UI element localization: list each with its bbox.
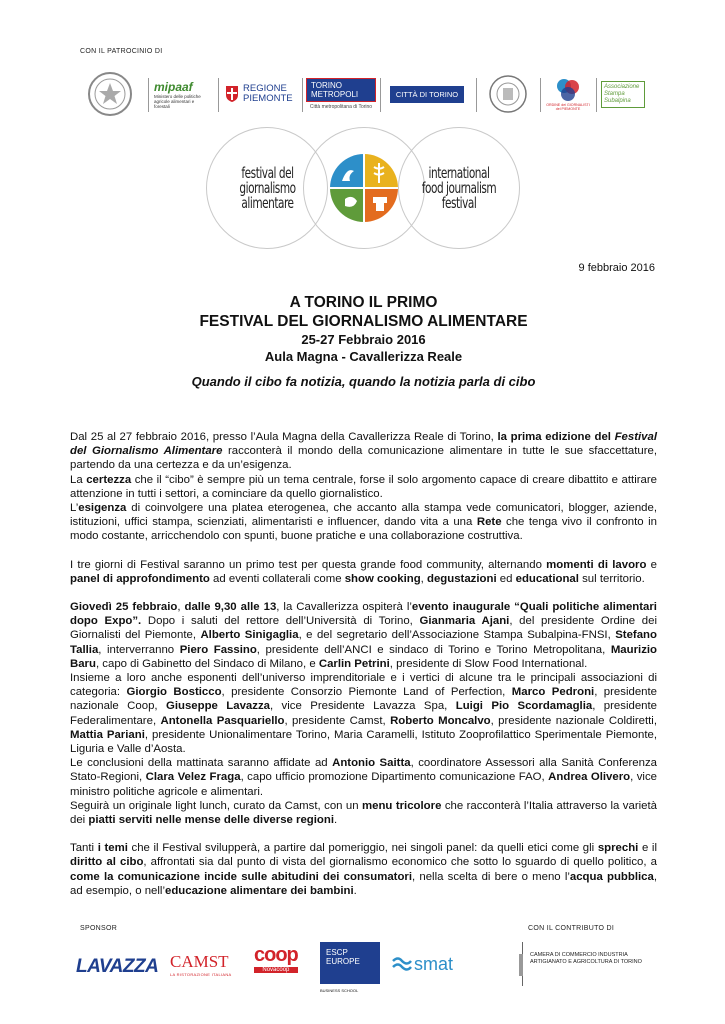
contributo-label: CON IL CONTRIBUTO DI bbox=[528, 925, 615, 932]
camst-logo: CAMST LA RISTORAZIONE ITALIANA bbox=[170, 952, 232, 977]
paragraph: Le conclusioni della mattinata saranno affidate ad Antonio Saitta, coordinatore Assessori alla Sanità Conferenza Stato-Regioni, Clara Velez Fraga, capo ufficio promozione Dipartimento comunicazione FAO, Andrea Olivero, vice ministro politiche agricole e alimentari. bbox=[70, 757, 657, 798]
paragraph: I tre giorni di Festival saranno un primo test per questa grande food community, alternando momenti di lavoro e panel di approfondimento ad eventi collaterali come show cooking, degustazioni ed educational sul territorio. bbox=[70, 558, 657, 585]
paragraph: Seguirà un originale light lunch, curato da Camst, con un menu tricolore che racconterà l’Italia attraverso la varietà dei piatti serviti nelle mense delle diverse regioni. bbox=[70, 799, 657, 827]
title-line-2: FESTIVAL DEL GIORNALISMO ALIMENTARE bbox=[199, 313, 528, 330]
sponsor-label: SPONSOR bbox=[80, 925, 118, 932]
regione-piemonte-logo: REGIONE PIEMONTE bbox=[222, 70, 298, 118]
tagline: Quando il cibo fa notizia, quando la notizia parla di cibo bbox=[191, 374, 536, 389]
paragraph: Tanti i temi che il Festival svilupperà, a partire dal pomeriggio, nei singoli panel: da quelli etici come gli sprechi e il diritto al cibo, affrontati sia dal punto di vista del giornalismo economico che sotto lo sguardo di quello politico, a come la comunicazione incide sulle abitudini dei consumatori, nella scelta di bere o meno l’acqua pubblica, ad esempio, o nell’educazione alimentare dei bambini. bbox=[70, 842, 658, 897]
smat-logo: smat bbox=[392, 954, 453, 975]
citta-torino-logo: CITTÀ DI TORINO bbox=[384, 70, 470, 118]
ordine-emblem-icon bbox=[555, 77, 581, 103]
paragraph: La certezza che il “cibo” è sempre più un tema centrale, forse il solo argomento capace di creare dibattito e attirare attenzione in tutti i settori, a cominciare da quello giornalistico. bbox=[70, 473, 657, 500]
festival-circle-left: festival del giornalismo alimentare bbox=[206, 127, 328, 249]
patronage-logos bbox=[70, 70, 660, 118]
camera-commercio-emblem-icon bbox=[516, 952, 526, 983]
lavazza-logo: LAVAZZA bbox=[76, 956, 159, 977]
title-block bbox=[70, 293, 657, 389]
torino-metropoli-logo: TORINO METROPOLI Città metropolitana di Torino bbox=[306, 70, 376, 118]
title-line-1: A TORINO IL PRIMO bbox=[289, 294, 438, 311]
festival-circle-right: international food journalism festival bbox=[398, 127, 520, 249]
event-venue: Aula Magna - Cavallerizza Reale bbox=[264, 349, 463, 364]
paragraph: Insieme a loro anche esponenti dell’universo imprenditoriale e i vertici di alcune tra le principali associazioni di categoria: Giorgio Bosticco, presidente Consorzio Piemonte Land of Perfection, Marco Pedroni, presidente nazionale Coop, Giuseppe Lavazza, vice Presidente Lavazza Spa, Luigi Pio Scordamaglia, presidente Federalimentare, Antonella Pasquariello, presidente Camst, Roberto Moncalvo, presidente nazionale Coldiretti, Mattia Pariani, presidente Unionalimentare Torino, Maria Caramelli, Istituto Zooprofilattico Sperimentale Piemonte, Liguria e Valle d’Aosta. bbox=[70, 672, 658, 756]
article-body bbox=[70, 430, 657, 898]
camera-commercio-logo: CAMERA DI COMMERCIO INDUSTRIA ARTIGIANATO E AGRICOLTURA DI TORINO bbox=[530, 952, 642, 965]
paragraph: Dal 25 al 27 febbraio 2016, presso l’Aula Magna della Cavallerizza Reale di Torino, la prima edizione del Festival del Giornalismo Alimentare racconterà il mondo della comunicazione alimentare in tutte le sue sfaccettature, partendo da una certezza e da un’esigenza. bbox=[70, 431, 658, 472]
mipaaf-logo: mipaaf Ministero delle politiche agricole alimentari e forestali bbox=[154, 79, 201, 109]
coop-logo: coop Novacoop bbox=[254, 944, 298, 973]
food-quadrants-icon bbox=[327, 151, 401, 225]
document-date: 9 febbraio 2016 bbox=[578, 262, 655, 274]
paragraph: L’esigenza di coinvolgere una platea eterogenea, che accanto alla stampa vede comunicatori, blogger, aziende, istituzioni, uffici stampa, scienziati, alimentaristi e influencer, dando vita a una Rete che tenga vivo il confronto in modo costante, arricchendolo con spunti, buone pratiche e una collaborazione costruttiva. bbox=[70, 502, 657, 543]
ordine-giornalisti-logo: ORDINE dei GIORNALISTI del PIEMONTE bbox=[544, 70, 592, 118]
universita-torino-seal-icon bbox=[482, 70, 534, 118]
escp-logo: ESCP EUROPE bbox=[320, 942, 380, 984]
patronage-label: CON IL PATROCINIO DI bbox=[80, 48, 163, 55]
associazione-stampa-logo: Associazione Stampa Subalpina bbox=[600, 70, 646, 118]
regione-shield-icon bbox=[225, 85, 239, 103]
italian-republic-emblem-icon bbox=[78, 70, 142, 118]
smat-wave-icon bbox=[392, 956, 412, 974]
event-dates: 25-27 Febbraio 2016 bbox=[301, 332, 426, 347]
paragraph: Giovedì 25 febbraio, dalle 9,30 alle 13, la Cavallerizza ospiterà l’evento inaugurale “Quali politiche alimentari dopo Expo”. Dopo i saluti del rettore dell’Università di Torino, Gianmaria Ajani, del presidente Ordine dei Giornalisti del Piemonte, Alberto Sinigaglia, e del segretario dell’Associazione Stampa Subalpina-FNSI, Stefano Tallia, interverranno Piero Fassino, presidente dell’ANCI e sindaco di Torino e Torino Metropolitana, Maurizio Baru, capo di Gabinetto del Sindaco di Milano, e Carlin Petrini, presidente di Slow Food International. bbox=[70, 601, 658, 670]
escp-sub: BUSINESS SCHOOL bbox=[320, 988, 359, 993]
sponsor-logos bbox=[70, 938, 660, 1008]
